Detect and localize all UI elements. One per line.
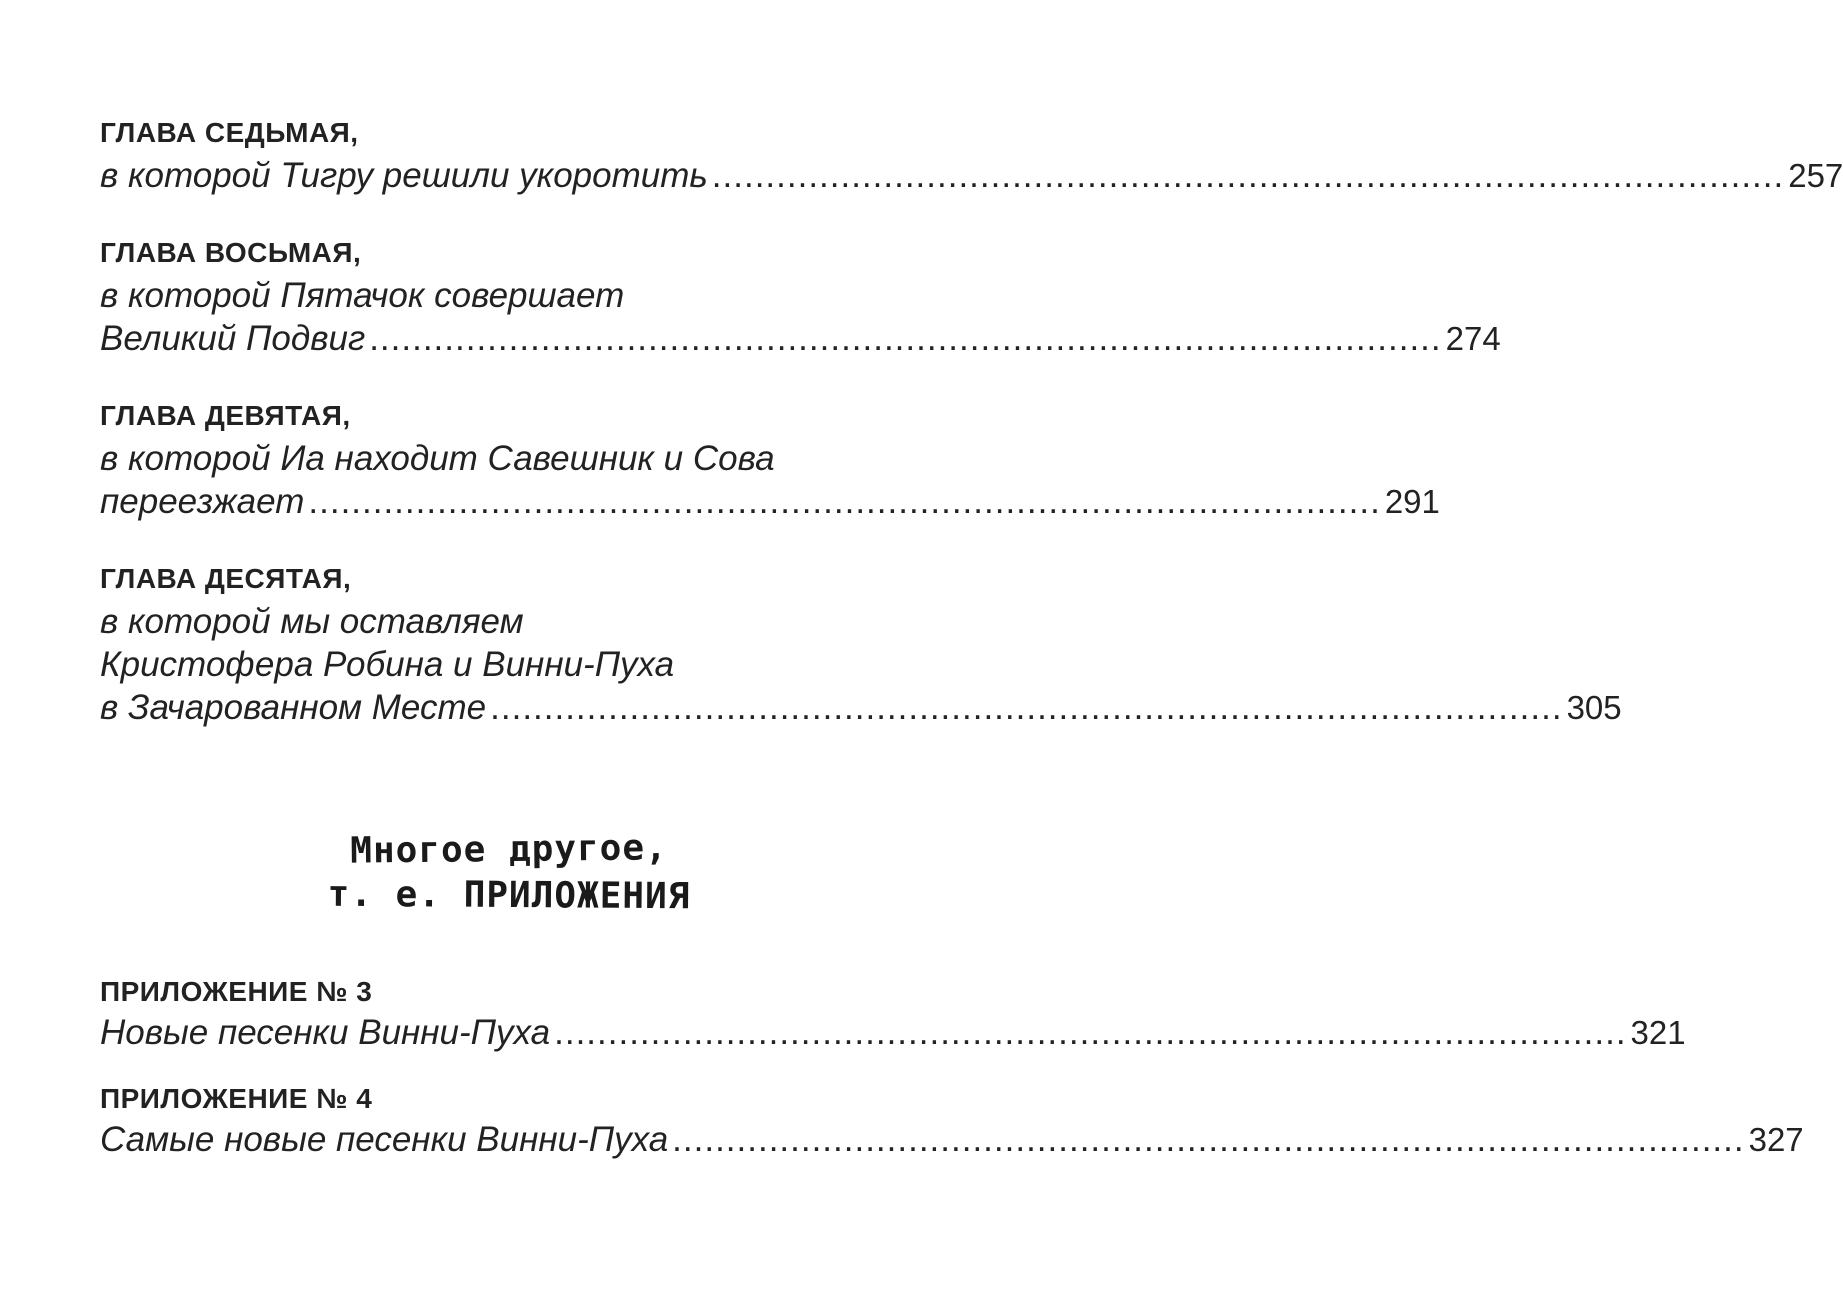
toc-entry-chapter-10[interactable] — [100, 563, 1622, 729]
appendix-title-line — [100, 1118, 1804, 1161]
dot-leader: .................................................................................................... — [711, 156, 1785, 195]
chapter-title-text: Великий Подвиг — [100, 319, 366, 358]
toc-entry-chapter-7[interactable] — [100, 117, 1843, 197]
chapter-heading: ГЛАВА СЕДЬМАЯ, — [100, 117, 359, 148]
chapter-heading: ГЛАВА ДЕСЯТАЯ, — [100, 563, 352, 594]
chapter-title-line: в которой Иа находит Савешник и Сова — [100, 439, 775, 478]
toc-entry-chapter-9[interactable] — [100, 400, 1440, 523]
chapter-title-line: Кристофера Робина и Винни-Пуха — [100, 645, 675, 684]
dot-leader: .................................................................................................... — [672, 1120, 1745, 1159]
page-number: 305 — [1566, 689, 1622, 726]
page-number: 327 — [1748, 1121, 1804, 1158]
toc-entry-appendix-3[interactable] — [100, 976, 1686, 1054]
appendix-title-text: Новые песенки Винни-Пуха — [100, 1013, 551, 1052]
appendix-title-line — [100, 1011, 1686, 1054]
section-title-line-1: Многое другое, — [350, 827, 668, 872]
appendix-heading: ПРИЛОЖЕНИЕ № 4 — [100, 1083, 373, 1114]
section-title-line-2: т. е. ПРИЛОЖЕНИЯ — [327, 873, 691, 918]
chapter-title-text: в Зачарованном Месте — [100, 688, 487, 727]
page-number: 257 — [1788, 157, 1843, 194]
chapter-title-line — [100, 317, 1501, 360]
dot-leader: .................................................................................................... — [554, 1013, 1627, 1052]
appendices-section-title — [100, 827, 918, 919]
appendix-heading: ПРИЛОЖЕНИЕ № 3 — [100, 976, 373, 1007]
page-number: 274 — [1445, 320, 1501, 357]
dot-leader: .................................................................................................... — [490, 688, 1563, 727]
page-number: 321 — [1630, 1014, 1686, 1051]
chapter-title-text: переезжает — [100, 482, 305, 521]
page-number: 291 — [1384, 483, 1440, 520]
chapter-title-line — [100, 480, 1440, 523]
dot-leader: .................................................................................................... — [369, 319, 1442, 358]
chapter-title-line — [100, 686, 1622, 729]
chapter-heading: ГЛАВА ДЕВЯТАЯ, — [100, 400, 351, 431]
chapter-title-line: в которой мы оставляем — [100, 602, 524, 641]
toc-entry-appendix-4[interactable] — [100, 1083, 1804, 1161]
chapter-title-line — [100, 154, 1843, 197]
appendix-title-text: Самые новые песенки Винни-Пуха — [100, 1120, 669, 1159]
dot-leader: .................................................................................................... — [308, 482, 1381, 521]
table-of-contents — [100, 117, 1843, 1191]
chapter-title-text: в которой Тигру решили укоротить — [100, 156, 708, 195]
chapter-title-line: в которой Пятачок совершает — [100, 276, 625, 315]
chapter-heading: ГЛАВА ВОСЬМАЯ, — [100, 237, 362, 268]
toc-entry-chapter-8[interactable] — [100, 237, 1501, 360]
